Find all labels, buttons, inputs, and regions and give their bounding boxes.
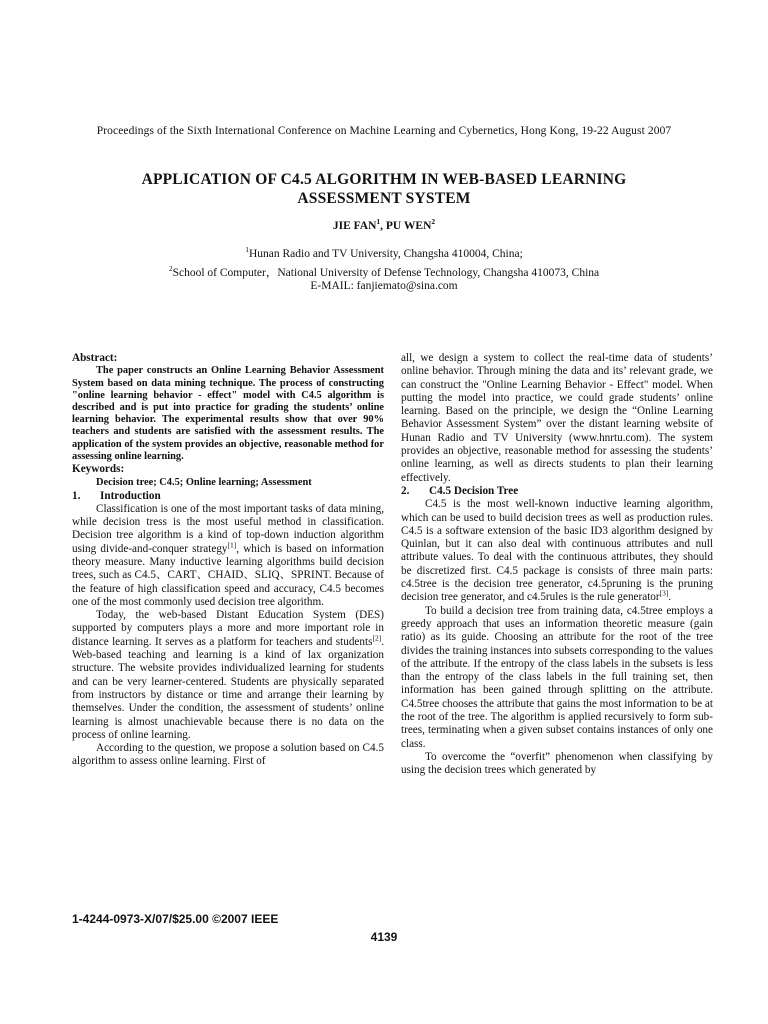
proceedings-header: Proceedings of the Sixth International Conference on Machine Learning and Cybernetics, Hong Kong, 19-22 August 2007 xyxy=(96,125,672,137)
title-line-2: ASSESSMENT SYSTEM xyxy=(297,190,471,207)
page-number: 4139 xyxy=(370,930,398,944)
section-1-number: 1. xyxy=(72,489,81,502)
affiliation-1-text: Hunan Radio and TV University, Changsha 410004, China; xyxy=(248,248,523,260)
keywords-heading: Keywords: xyxy=(72,462,125,475)
c45-p1-text-b: . xyxy=(668,591,672,604)
intro-paragraph-1 xyxy=(72,503,384,609)
section-1-heading xyxy=(72,490,384,503)
affiliation-2-mark: 2 xyxy=(168,264,173,274)
citation-2: [2] xyxy=(372,633,382,643)
intro-p2-text-b: . Web-based teaching and learning is a kind of lax organization structure. The website provides individualized learning for students and can be very learner-centered. Students are physically separated from instructors by distance or time and arrange their learning by themselves. Under the condition, the assessment of students’ online learning is almost unachievable because there is no data on the process of online learning. xyxy=(72,635,384,741)
affiliation-2 xyxy=(0,264,768,280)
affiliation-1 xyxy=(0,245,768,260)
citation-3: [3] xyxy=(659,588,669,598)
c45-paragraph-2: To build a decision tree from training data, c4.5tree employs a greedy approach that uses an information theoretic measure (gain ratio) as its guide. Choosing an attribute for the root of the tree divides the training instances into subsets corresponding to the values of the attribute. If the entropy of the class labels in the subsets is less than the entropy of the class labels in the full training set, then information has been gained through splitting on the attribute. C4.5tree chooses the attribute that gains the most information to be at the root of the tree. The algorithm is applied recursively to form sub-trees, terminating when a given subset contains instances of only one class. xyxy=(401,604,713,750)
intro-p2-text-a: Today, the web-based Distant Education System (DES) supported by computers plays a more and more important role in distance learning. It serves as a platform for teachers and students xyxy=(72,609,384,648)
intro-p1-text-a: Classification is one of the most important tasks of data mining, while decision tress is the most useful method in classification. Decision tree algorithm is a kind of top-down induction algorithm using divide-and-conquer strategy xyxy=(72,502,384,555)
intro-paragraph-2 xyxy=(72,609,384,742)
section-1-title: Introduction xyxy=(100,489,161,502)
copyright-line: 1-4244-0973-X/07/$25.00 ©2007 IEEE xyxy=(72,912,279,926)
author-2: PU WEN xyxy=(385,220,432,232)
section-2-title: C4.5 Decision Tree xyxy=(429,484,519,497)
citation-1: [1] xyxy=(227,539,237,549)
author-1: JIE FAN xyxy=(332,220,377,232)
intro-paragraph-3: According to the question, we propose a solution based on C4.5 algorithm to assess online learning. First of xyxy=(72,742,384,768)
author-list xyxy=(0,217,768,232)
section-2-number: 2. xyxy=(401,484,410,497)
intro-continuation: all, we design a system to collect the real-time data of students’ online behavior. Through mining the data and its’ relevant grade, we can construct the "Online Learning Behavior - Effect" model. When putting the model into practice, we could grade students’ online learning. Based on the principle, we design the “Online Learning Behavior Assessment System” over the distant learning website of Hunan Radio and TV University (www.hnrtu.com). The system provides an objective, reasonable method for assessing the students’ online learning, as well as directs students to plan their learning effectively. xyxy=(401,352,713,484)
c45-p1-text-a: C4.5 is the most well-known inductive learning algorithm, which can be used to build decision trees as well as production rules. C4.5 is a software extension of the basic ID3 algorithm designed by Quinlan, but it can also deal with continuous attributes and null attribute values. To deal with the continuous attributes, they should be discretized first. C4.5 package is consists of three main parts: c4.5tree is the decision tree generator, c4.5pruning is the pruning decision tree generator, and c4.5rules is the rule generator xyxy=(401,498,713,604)
abstract-heading: Abstract: xyxy=(72,352,118,364)
paper-title xyxy=(0,170,768,208)
author-email: E-MAIL: fanjiemato@sina.com xyxy=(310,280,458,292)
abstract-body: The paper constructs an Online Learning Behavior Assessment System based on data mining technique. The process of constructing "online learning behavior - effect" model with C4.5 algorithm is described and is put into practice for grading the students’ online learning behavior. The experimental results show that over 90% teachers and students are satisfied with the assessment results. The application of the system provides an objective, reasonable method for assessing online learning. xyxy=(72,365,384,462)
keywords-body: Decision tree; C4.5; Online learning; Assessment xyxy=(96,477,312,489)
title-line-1: APPLICATION OF C4.5 ALGORITHM IN WEB-BASED LEARNING xyxy=(141,171,627,188)
affiliation-2-text: School of Computer，National University of Defense Technology, Changsha 410073, China xyxy=(172,267,600,279)
intro-p1-text-b: , which is based on information theory measure. Many inductive learning algorithms build decision trees, such as C4.5、CART、CHAID、SLIQ、SPRINT. Because of the feature of high classification speed and accuracy, C4.5 becomes one of the most commonly used decision tree algorithm. xyxy=(72,542,384,608)
author-separator: , xyxy=(380,220,386,232)
author-2-affiliation-mark: 2 xyxy=(431,217,436,227)
c45-paragraph-1 xyxy=(401,498,713,604)
section-2-heading xyxy=(401,485,713,498)
c45-paragraph-3: To overcome the “overfit” phenomenon when classifying by using the decision trees which generated by xyxy=(401,750,713,777)
affiliation-1-mark: 1 xyxy=(245,245,249,255)
right-column xyxy=(401,352,713,778)
left-column xyxy=(72,352,384,769)
author-1-affiliation-mark: 1 xyxy=(376,217,381,227)
